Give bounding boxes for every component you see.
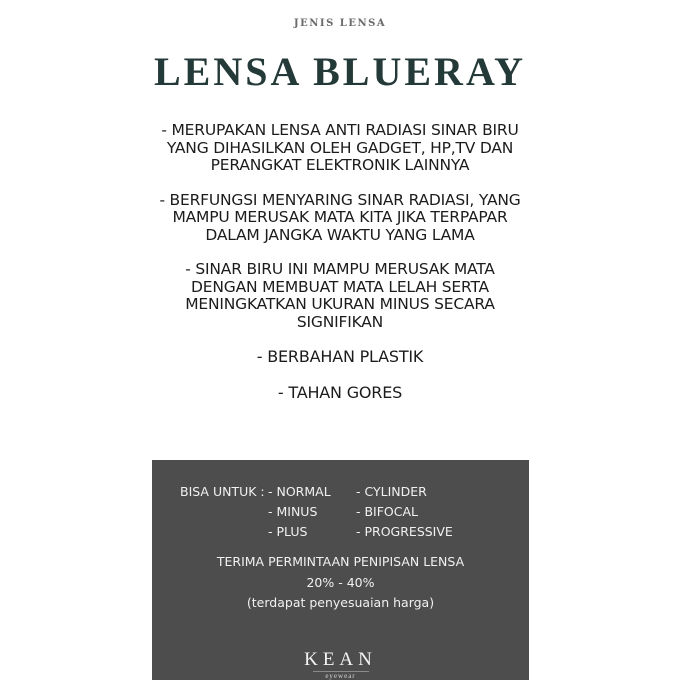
page-title: LENSA BLUERAY (153, 49, 527, 94)
usage-item: - CYLINDER (356, 484, 427, 499)
feature-item: - SINAR BIRU INI MAMPU MERUSAK MATA DENGAN MEMBUAT MATA LELAH SERTA MENINGKATKAN UKURAN MINUS SECARA SIGNIFIKAN (185, 260, 495, 331)
usage-item: - PROGRESSIVE (356, 524, 453, 539)
usage-column-right (356, 482, 476, 542)
feature-item: - MERUPAKAN LENSA ANTI RADIASI SINAR BIRU YANG DIHASILKAN OLEH GADGET, HP,TV DAN PERANGKAT ELEKTRONIK LAINNYA (161, 121, 519, 174)
usage-column-left (268, 482, 356, 542)
usage-item: - MINUS (268, 504, 318, 519)
info-panel (152, 460, 529, 680)
feature-item: - BERBAHAN PLASTIK (256, 347, 424, 366)
feature-list (150, 122, 530, 419)
offer-note: (terdapat penyesuaian harga) (246, 595, 435, 610)
usage-item: - NORMAL (268, 484, 331, 499)
feature-item: - BERFUNGSI MENYARING SINAR RADIASI, YANG MAMPU MERUSAK MATA KITA JIKA TERPAPAR DALAM JANGKA WAKTU YANG LAMA (159, 190, 521, 244)
usage-list (180, 482, 476, 542)
brand-logo (152, 650, 529, 681)
offer-range: 20% - 40% (306, 574, 375, 590)
logo-tagline: eyewear (325, 672, 356, 680)
feature-item: - TAHAN GORES (277, 382, 403, 402)
section-eyebrow: JENIS LENSA (293, 18, 387, 29)
usage-item: - BIFOCAL (356, 504, 419, 519)
logo-wordmark: KEAN (304, 649, 377, 670)
offer-title: TERIMA PERMINTAAN PENIPISAN LENSA (216, 554, 465, 569)
usage-item: - PLUS (268, 524, 308, 539)
usage-label: BISA UNTUK : (180, 484, 265, 499)
thinning-offer (152, 552, 529, 614)
